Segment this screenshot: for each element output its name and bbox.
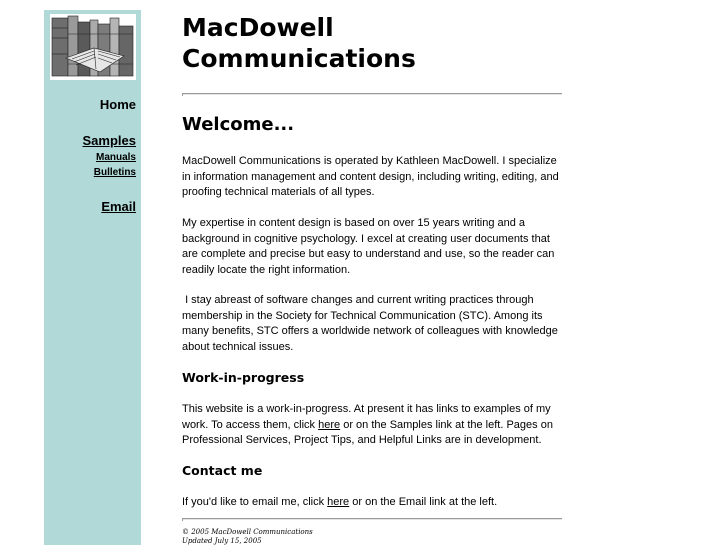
sidebar — [44, 10, 141, 545]
site-title-line1: MacDowell — [182, 13, 334, 42]
nav-samples-link[interactable]: Samples — [82, 133, 136, 148]
intro-paragraph: MacDowell Communications is operated by Kathleen MacDowell. I specialize in information management and content design, including writing, editing, and proofing technical materials of all types. — [182, 155, 559, 198]
footer-copyright: © 2005 MacDowell Communications — [182, 528, 313, 536]
header-divider — [182, 93, 562, 95]
nav-email-link[interactable]: Email — [101, 199, 136, 214]
books-icon — [50, 14, 136, 80]
stc-paragraph — [182, 293, 567, 355]
email-here-link[interactable]: here — [327, 496, 350, 508]
contact-text-after: or on the Email link at the left. — [349, 496, 498, 508]
nav-manuals-link[interactable]: Manuals — [95, 152, 136, 163]
footer-divider — [182, 518, 562, 520]
samples-here-link[interactable]: here — [318, 418, 341, 431]
contact-heading: Contact me — [182, 463, 263, 478]
footer-updated: Updated July 15, 2005 — [182, 537, 262, 545]
contact-text-before: If you'd like to email me, click — [182, 496, 328, 508]
welcome-heading: Welcome... — [182, 114, 295, 135]
wip-heading: Work-in-progress — [182, 370, 305, 385]
site-title — [182, 12, 416, 74]
contact-paragraph — [182, 495, 567, 511]
site-title-line2: Communications — [182, 44, 416, 73]
wip-text-before: This website is a work-in-progress. At present it has links to examples of my work. To access them, click — [182, 403, 551, 431]
nav-home-link[interactable]: Home — [99, 97, 136, 112]
wip-paragraph — [182, 402, 567, 449]
nav-bulletins-link[interactable]: Bulletins — [93, 167, 136, 178]
footer — [182, 528, 313, 546]
expertise-paragraph: My expertise in content design is based on over 15 years writing and a background in cognitive psychology. I excel at creating user documents that are complete and precise but easy to understand and use, so the reader can readily locate the right information. — [182, 217, 555, 276]
logo-books-illustration — [50, 14, 136, 80]
wip-text-after: or on the Samples link at the left. Pages on Professional Services, Project Tips, and Helpful Links are in development. — [182, 418, 553, 446]
stc-paragraph-text: I stay abreast of software changes and current writing practices through membership in the Society for Technical Communication (STC). Among its many benefits, STC offers a worldwide network of colleagues with knowledge about technical issues. — [182, 294, 558, 353]
